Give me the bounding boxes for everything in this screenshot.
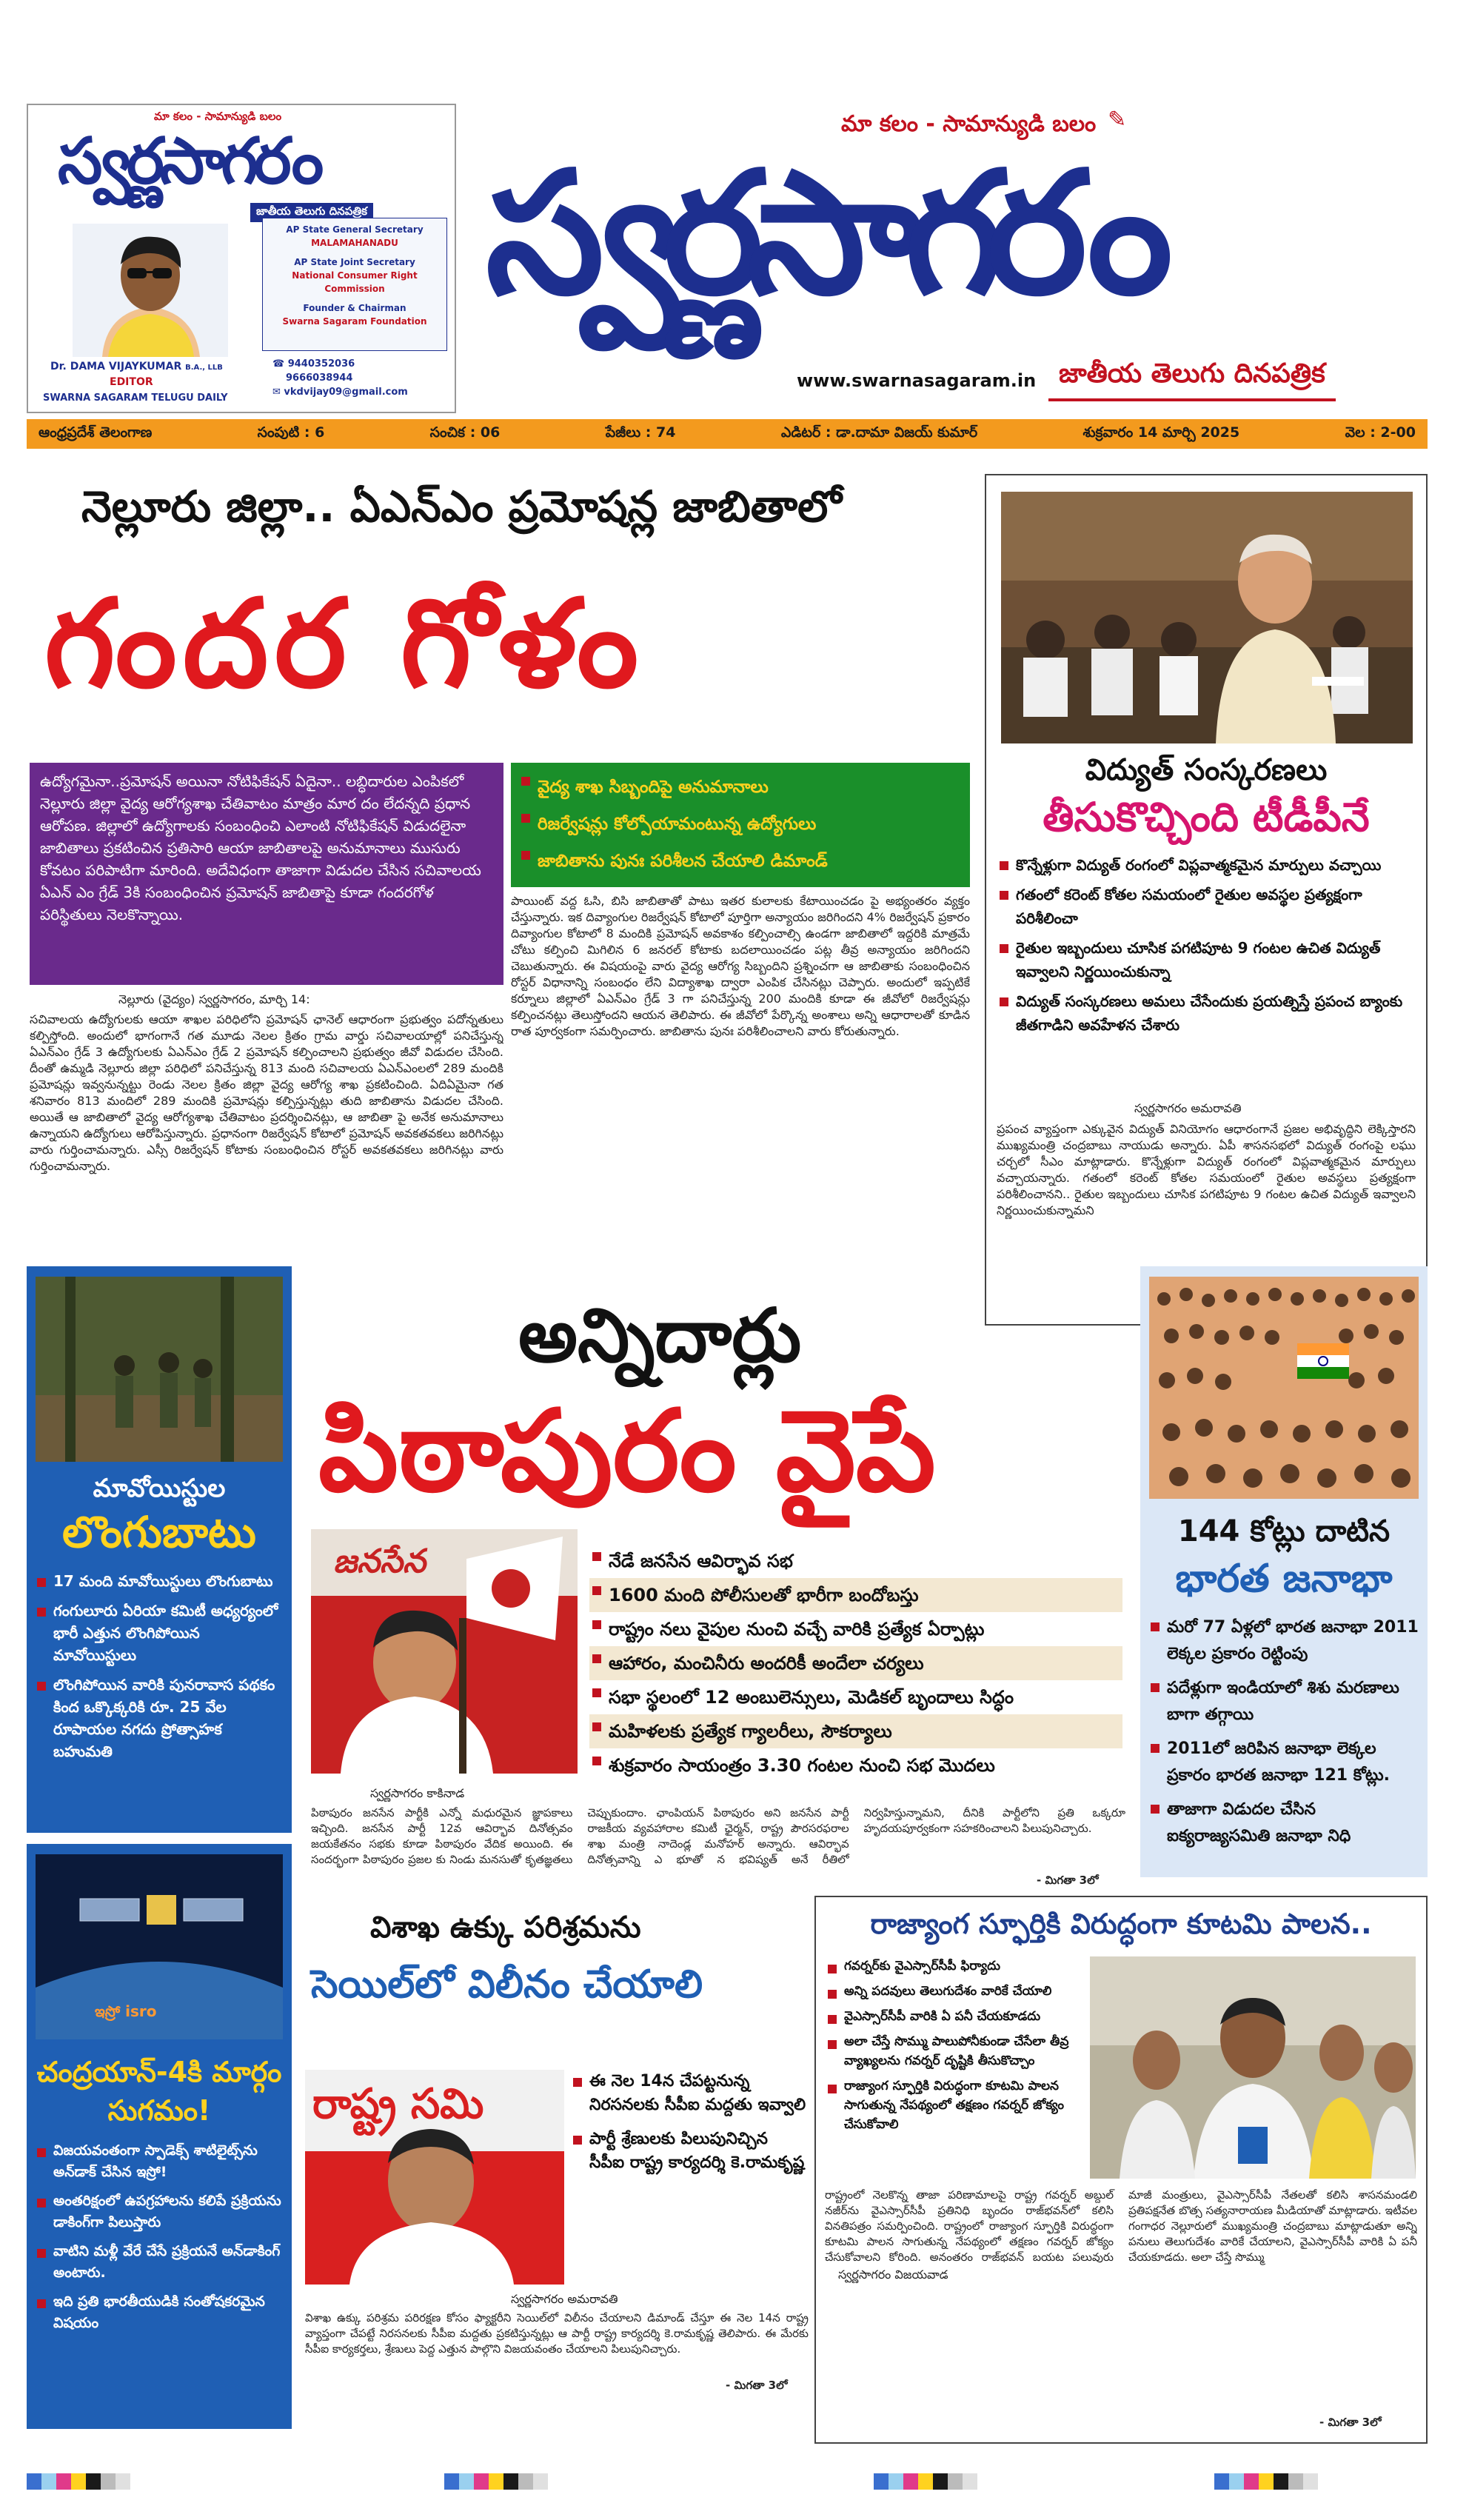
chandrayaan-points bbox=[34, 2140, 286, 2334]
role-line: National Consumer Right Commission bbox=[292, 270, 418, 294]
pitha-point: 1600 మంది పోలీసులతో భారీగా బందోబస్తు bbox=[589, 1578, 1122, 1612]
paper-title: స్వర్ణసాగరం bbox=[486, 135, 1157, 332]
steel-point: పార్టీ శ్రేణులకు పిలుపునిచ్చిన సీపీఐ రాష్ట్ర కార్యదర్శి కె.రామకృష్ణ bbox=[570, 2128, 807, 2175]
constitution-dateline: స్వర్ణసాగరం విజయవాడ bbox=[838, 2267, 948, 2282]
role-line: Founder & Chairman bbox=[303, 303, 406, 313]
lead-headline: గందర గోళం bbox=[44, 573, 645, 715]
mail-icon: ✉ bbox=[272, 387, 284, 398]
phone-row bbox=[272, 371, 408, 385]
power-body: ప్రపంచ వ్యాప్తంగా ఎక్కువైన విద్యుత్ వినియోగం ఆధారంగానే ప్రజల అభివృద్ధిని లెక్కిస్తారని ముఖ్యమంత్రి చంద్రబాబు నాయుడు అన్నారు. ఏపీ శాసనసభలో విద్యుత్ రంగంపై లఘు చర్చలో సీఎం మాట్లాడారు. కొన్నేళ్లుగా విద్యుత్ రంగంలో విప్లవాత్మకమైన మార్పులు వచ్చాయన్నారు. గతంలో కరెంట్ కోతల సమయంలో రైతుల అవస్థలు ప్రత్యక్షంగా పరిశీలించానని.. రైతుల ఇబ్బందులు చూసిక పగటిపూట 9 గంటల ఉచిత విద్యుత్ ఇవ్వాలని నిర్ణయించుకున్నామని bbox=[997, 1122, 1416, 1217]
maoist-point: 17 మంది మావోయిస్టులు లొంగుబాటు bbox=[34, 1570, 286, 1592]
info-price: వెల : 2-00 bbox=[1345, 424, 1416, 441]
lead-point: వైద్య శాఖ సిబ్బందిపై అనుమానాలు bbox=[518, 769, 963, 806]
info-issue: సంచిక : 06 bbox=[429, 424, 501, 441]
lead-points bbox=[518, 769, 963, 880]
power-story bbox=[985, 474, 1428, 1326]
editor-ad bbox=[27, 104, 456, 413]
role-line: AP State General Secretary bbox=[286, 224, 424, 235]
press-meet-photo bbox=[1090, 1956, 1416, 2179]
website: www.swarnasagaram.in bbox=[797, 370, 1037, 391]
poster-text: జనసేన bbox=[333, 1543, 426, 1580]
janasena-poster bbox=[311, 1529, 578, 1774]
steel-body: విశాఖ ఉక్కు పరిశ్రమ పరిరక్షణ కోసం ఫ్యాక్టరీని సెయిల్‌లో విలీనం చేయాలని డిమాండ్ చేస్తూ ఈ నెల 14న రాష్ట్ర వ్యాప్తంగా చేపట్టే నిరసనలకు సీపీఐ మద్దతు ప్రకటిస్తున్నట్లు ఆ పార్టీ రాష్ట్ర కార్యదర్శి కె.రామకృష్ణ తెలిపారు. ఈ మేరకు సీపీఐ కార్యకర్తలు, శ్రేణులు పెద్ద ఎత్తున పాల్గొని విజయవంతం చేయాలని పిలుపునిచ్చారు. bbox=[305, 2311, 809, 2356]
maoist-point: గంగులూరు ఏరియా కమిటీ అధ్యర్యంలో భారీ ఎత్తున లొంగిపోయిన మావోయిస్టులు bbox=[34, 1600, 286, 1666]
phone-1: 9440352036 bbox=[287, 358, 355, 370]
info-region: ఆంధ్రప్రదేశ్ తెలంగాణ bbox=[39, 424, 153, 441]
isro-logo: ఇస్రో isro bbox=[95, 2002, 157, 2020]
editor-role: EDITOR bbox=[110, 376, 153, 388]
maoist-points bbox=[34, 1570, 286, 1762]
masthead bbox=[27, 104, 1428, 413]
power-point: రైతుల ఇబ్బందులు చూసిక పగటిపూట 9 గంటల ఉచిత విద్యుత్ ఇవ్వాలని నిర్ణయించుకున్నా bbox=[997, 936, 1416, 983]
chandrayaan-panel bbox=[27, 1844, 292, 2429]
lead-body-right: పాయింట్ వద్ద ఓసి, బిసి జాబితాతో పాటు ఇతర కులాలకు కేటాయించడం పై అభ్యంతరం వ్యక్తం చేస్తున్నారు. ఇక దివ్యాంగుల రిజర్వేషన్ కోటాలో పూర్తిగా అన్యాయం జరిగిందని 4% రిజర్వేషన్ ప్రకారం దివ్యాంగుల కోటాలో 8 మందికి ప్రమోషన్ అవకాశం కల్పించాల్సి ఉండగా జాబితాలో ఇద్దరికి మాత్రమే చోటు కల్పించి మిగిలిన 6 జనరల్ కోటాకు బదలాయించడం పట్ల తీవ్ర అన్యాయం జరిగిందని చెబుతున్నారు. ఈ విషయంపై వారు వైద్య ఆరోగ్య సిబ్బందిని ప్రశ్నించగా ఆ జాబితాకు సంబంధించిన రోస్టర్ విధానాన్ని సంబంధం లేని విద్యాశాఖ ద్వారా ఎంపిక చేసినట్లు చెప్పారు. అందులో ఇప్పటికే కర్నూలు జిల్లాలో ఏఎన్ఎం గ్రేడ్ 3 గా పనిచేస్తున్న 200 మందికి కూడా ఈ జీవోలో రిజర్వేషన్లు కల్పించనట్లు తెలుస్తోందని ఆయన తెలిపారు. ఈ జీవోలో పేర్కొన్న అంశాలు అన్ని ఆధారాలతో కూడిన రాత పూర్వకంగా సమర్పించారు. జాబితాను పునః పరిశీలించాలని వారు కోరుతున్నారు. bbox=[511, 894, 970, 1038]
lead-kicker: నెల్లూరు జిల్లా.. ఏఎన్ఎం ప్రమోషన్ల జాబితాలో bbox=[81, 481, 842, 532]
registration-marks-centre bbox=[444, 2473, 548, 2490]
chandrayaan-headline: చంద్రయాన్-4కి మార్గం సుగమం! bbox=[36, 2056, 282, 2127]
pitha-headline: పిఠాపురం వైపే bbox=[318, 1386, 936, 1517]
pitha-points bbox=[589, 1544, 1122, 1782]
satellite-photo bbox=[36, 1854, 283, 2039]
pitha-point: సభా స్థలంలో 12 అంబులెన్సులు, మెడికల్ బృందాలు సిద్ధం bbox=[589, 1680, 1122, 1714]
pitha-point: రాష్ట్రం నలు వైపుల నుంచి వచ్చే వారికి ప్రత్యేక ఏర్పాట్లు bbox=[589, 1612, 1122, 1646]
constitution-point: అన్ని పదవులు తెలుగుదేశం వారికే చేయాలి bbox=[825, 1982, 1084, 2001]
power-point: గతంలో కరెంట్ కోతల సమయంలో రైతుల అవస్థల ప్రత్యక్షంగా పరిశీలించా bbox=[997, 883, 1416, 930]
steel-continued: - మిగతా 3లో bbox=[726, 2379, 788, 2392]
pitha-point: మహిళలకు ప్రత్యేక గ్యాలరీలు, సౌకర్యాలు bbox=[589, 1714, 1122, 1748]
email-row bbox=[272, 385, 408, 399]
constitution-panel bbox=[814, 1896, 1428, 2444]
phone-icon: ☎ bbox=[272, 358, 288, 370]
power-dateline: స్వర్ణసాగరం అమరావతి bbox=[1134, 1101, 1242, 1115]
constitution-continued: - మిగతా 3లో bbox=[1319, 2416, 1382, 2429]
pitha-dateline: స్వర్ణసాగరం కాకినాడ bbox=[370, 1786, 465, 1800]
population-headline: భారత జనాభా bbox=[1175, 1557, 1393, 1601]
lead-points-box bbox=[511, 763, 970, 887]
population-point: పదేళ్లుగా ఇండియాలో శిశు మరణాలు బాగా తగ్గాయి bbox=[1148, 1675, 1422, 1728]
maoist-photo bbox=[36, 1277, 283, 1462]
constitution-point: గవర్నర్‌కు వైఎస్సార్‌సీపీ ఫిర్యాదు bbox=[825, 1956, 1084, 1976]
info-pages: పేజీలు : 74 bbox=[605, 424, 676, 441]
chandrayaan-point: వాటిని మళ్లీ వేరే చేసే ప్రక్రియనే అన్‌డాకింగ్ అంటారు. bbox=[34, 2241, 286, 2284]
constitution-points bbox=[825, 1956, 1084, 2134]
constitution-point: రాజ్యాంగ స్ఫూర్తికి విరుద్ధంగా కూటమి పాలన సాగుతున్న నేపథ్యంలో తక్షణం గవర్నర్ జోక్యం చేసుకోవాలి bbox=[825, 2076, 1084, 2134]
power-kicker: విద్యుత్ సంస్కరణలు bbox=[1085, 753, 1328, 787]
population-points bbox=[1148, 1614, 1422, 1850]
crowd-photo bbox=[1149, 1277, 1419, 1499]
maoist-panel bbox=[27, 1266, 292, 1833]
chandrayaan-point: విజయవంతంగా స్పాడెక్స్ శాటిలైట్స్‌ను అన్‌డాక్ చేసిన ఇస్రో! bbox=[34, 2140, 286, 2183]
editor-paper: SWARNA SAGARAM TELUGU DAILY bbox=[43, 392, 228, 404]
power-headline: తీసుకొచ్చింది టీడీపీనే bbox=[1043, 794, 1370, 840]
power-points bbox=[997, 853, 1416, 1037]
constitution-headline: రాజ్యాంగ స్ఫూర్తికి విరుద్ధంగా కూటమి పాలన.. bbox=[870, 1908, 1372, 1940]
pen-icon: ✎ bbox=[1108, 107, 1127, 133]
info-bar bbox=[27, 419, 1428, 449]
steel-kicker: విశాఖ ఉక్కు పరిశ్రమను bbox=[370, 1911, 641, 1945]
lead-summary: ఉద్యోగమైనా..ప్రమోషన్ అయినా నోటిఫికేషన్ ఏదైనా.. లబ్ధిదారుల ఎంపికలో నెల్లూరు జిల్లా వైద్య ఆరోగ్యశాఖ చేతివాటం మాత్రం మార దం లేదన్నది ప్రధాన ఆరోపణ. జిల్లాలో ఉద్యోగాలకు సంబంధించి ఎలాంటి నోటిఫికేషన్ విడుదలైనా జాబితాలు ప్రకటించిన ప్రతిసారి ఆయా జాబితాలపై అనుమానాలు ముసురు కోవటం పరిపాటిగా మారింది. అదేవిధంగా తాజాగా విడుదల చేసిన సచివాలయ ఏఎన్ ఎం గ్రేడ్ 3కి సంబంధించిన ప్రమోషన్ జాబితాపై కూడా గందరగోళ పరిస్థితులు నెలకొన్నాయి. bbox=[30, 763, 503, 985]
maoist-headline: లొంగుబాటు bbox=[62, 1507, 256, 1557]
ad-logo-title: స్వర్ణసాగరం bbox=[58, 124, 320, 198]
steel-headline: సెయిల్‌లో విలీనం చేయాలి bbox=[311, 1962, 703, 2007]
lead-dateline: నెల్లూరు (వైద్యం) స్వర్ణసాగరం, మార్చి 14: bbox=[118, 992, 310, 1006]
constitution-point: వైఎస్సార్‌సీపీ వారికి ఏ పనీ చేయకూడదు bbox=[825, 2007, 1084, 2026]
pitha-continued: - మిగతా 3లో bbox=[1037, 1874, 1099, 1887]
steel-points bbox=[570, 2070, 807, 2175]
pitha-body: పిఠాపురం జనసేన పార్టీకి ఎన్నో మధురమైన జ్ఞాపకాలు ఇచ్చింది. జనసేన పార్టీ 12వ ఆవిర్భావ దినోత్సవం జయకేతనం సభకు కూడా పిఠాపురం వేదిక అయింది. ఈ సందర్భంగా పిఠాపురం ప్రజల కు నిండు మనసుతో కృతజ్ఞతలు చెప్పుకుందాం. ఛాంపియన్ పిఠాపురం అని జనసేన పార్టీ రాజకీయ వ్యవహారాల కమిటీ ఛైర్మన్, రాష్ట్ర పౌరసరఫరాల శాఖ మంత్రి నాదెండ్ల మనోహర్ అన్నారు. ఆవిర్భావ దినోత్సవాన్ని ఎ భూతో న భవిష్యత్ అనే రీతిలో నిర్వహిస్తున్నామని, దీనికి పార్టీలోని ప్రతి ఒక్కరూ హృదయపూర్వకంగా సహకరించాలని పిలుపునిచ్చారు. bbox=[311, 1806, 1125, 1866]
lead-point: జాబితాను పునః పరిశీలన చేయాలి డిమాండ్ bbox=[518, 843, 963, 880]
role-line: MALAMAHANADU bbox=[311, 238, 398, 248]
editor-name-text: Dr. DAMA VIJAYKUMAR bbox=[50, 361, 182, 372]
registration-marks-right bbox=[874, 2473, 977, 2490]
pitha-kicker: అన్నిదార్లు bbox=[518, 1292, 802, 1379]
pitha-point: ఆహారం, మంచినీరు అందరికీ అందేలా చర్యలు bbox=[589, 1646, 1122, 1680]
cm-photo bbox=[1001, 492, 1413, 743]
phone-row bbox=[272, 357, 408, 371]
population-panel bbox=[1140, 1266, 1428, 1877]
registration-marks-left bbox=[27, 2473, 130, 2490]
phone-2: 9666038944 bbox=[286, 372, 353, 384]
population-point: మరో 77 ఏళ్లలో భారత జనాభా 2011 లెక్కల ప్రకారం రెట్టింపు bbox=[1148, 1614, 1422, 1668]
ad-logo-sub: జాతీయ తెలుగు దినపత్రిక bbox=[250, 203, 373, 222]
population-point: 2011లో జరిపిన జనాభా లెక్కల ప్రకారం భారత జనాభా 121 కోట్లు. bbox=[1148, 1736, 1422, 1789]
pitha-point: నేడే జనసేన ఆవిర్భావ సభ bbox=[589, 1544, 1122, 1578]
power-point: విద్యుత్ సంస్కరణలు అమలు చేసేందుకు ప్రయత్నిస్తే ప్రపంచ బ్యాంకు జీతగాడిని అవహేళన చేశారు bbox=[997, 989, 1416, 1037]
constitution-point: అలా చేస్తే సొమ్ము పాలుపోనీకుండా చేసేలా తీవ్ర వ్యాఖ్యలను గవర్నర్ దృష్టికి తీసుకొచ్చాం bbox=[825, 2032, 1084, 2071]
info-editor: ఎడిటర్ : డా.దామా విజయ్ కుమార్ bbox=[780, 424, 978, 441]
population-point: తాజాగా విడుదల చేసిన ఐక్యరాజ్యసమితి జనాభా నిధి bbox=[1148, 1797, 1422, 1850]
tagline: మా కలం - సామాన్యుడి బలం bbox=[841, 111, 1097, 137]
constitution-body: రాష్ట్రంలో నెలకొన్న తాజా పరిణామాలపై రాష్ట్ర గవర్నర్ అబ్దుల్ నజీర్‌ను వైఎస్సార్‌సీపీ ప్రతినిధి బృందం రాజ్‌భవన్‌లో కలిసి వినతిపత్రం సమర్పించింది. రాష్ట్రంలో రాజ్యాంగ స్ఫూర్తికి విరుద్ధంగా కూటమి పాలన సాగుతున్న నేపథ్యంలో తక్షణం గవర్నర్ జోక్యం చేసుకోవాలని కోరింది. అనంతరం రాజ్‌భవన్ బయట పలువురు మాజీ మంత్రులు, వైఎస్సార్‌సీపీ నేతలతో కలిసి శాసనమండలి ప్రతిపక్షనేత బొత్స సత్యనారాయణ మీడియాతో మాట్లాడారు. ఇటీవల గంగాధర నెల్లూరులో ముఖ్యమంత్రి చంద్రబాబు మాట్లాడుతూ అన్ని పనులు తెలుగుదేశం వారికే చేయాలని, వైఎస్సార్‌సీపీ వారికి ఏ పనీ చేయకూడదు. అలా చేస్తే సొమ్ము bbox=[825, 2188, 1417, 2264]
pitha-point: శుక్రవారం సాయంత్రం 3.30 గంటల నుంచి సభ మొదలు bbox=[589, 1748, 1122, 1782]
role-line: AP State Joint Secretary bbox=[294, 257, 415, 267]
editor-degree: B.A., LLB bbox=[185, 364, 223, 372]
info-volume: సంపుటి : 6 bbox=[257, 424, 325, 441]
photo-banner-text: రాష్ట్ర సమి bbox=[312, 2080, 484, 2128]
editor-roles-box bbox=[262, 218, 447, 351]
power-point: కొన్నేళ్లుగా విద్యుత్ రంగంలో విప్లవాత్మకమైన మార్పులు వచ్చాయి bbox=[997, 853, 1416, 877]
lead-body-left: సచివాలయ ఉద్యోగులకు ఆయా శాఖల పరిధిలోని ప్రమోషన్ ఛానెల్ ఆధారంగా ప్రభుత్వం పదోన్నతులు కల్పిస్తోంది. అందులో భాగంగానే గత మూడు నెలల క్రితం గ్రామ వార్డు సచివాలయాల్లో పనిచేస్తున్న ఏఎన్ఎం గ్రేడ్ 3 ఉద్యోగులకు ఏఎన్ఎం గ్రేడ్ 2 ప్రమోషన్ కల్పించాలని ప్రభుత్వం జీవో విడుదల చేసింది. దీంతో ఉమ్మడి నెల్లూరు జిల్లా పరిధిలో పనిచేస్తున్న 813 మంది సచివాలయ ఏఎన్ఎంలలో 289 మందికి ప్రమోషన్లు ఇవ్వనున్నట్టు రెండు నెలల క్రితం జిల్లా వైద్య ఆరోగ్య శాఖ ప్రకటించింది. ఏదిఏమైనా గత శనివారం 813 మందిలో 289 మందికి ప్రమోషన్లు కల్పిస్తున్నట్లు తుది జాబితాను విడుదల చేసింది. అయితే ఆ జాబితాలో వైద్య ఆరోగ్యశాఖ చేతివాటం ప్రదర్శించినట్లు, ఆ జాబితా పై అనేక అనుమానాలు ఉన్నాయని ఉద్యోగులు ఆరోపిస్తున్నారు. ప్రధానంగా రిజర్వేషన్ కోటాలో ప్రమోషన్ అవకతవకలు జరిగినట్లు వారు గుర్తించామన్నారు. ఎస్సీ రిజర్వేషన్ కోటాకు సంబంధించిన రోస్టర్ అవకతవకలు జరిగినట్లు వారు గుర్తించామన్నారు. bbox=[30, 1012, 503, 1173]
registration-marks-far-right bbox=[1214, 2473, 1318, 2490]
info-date: శుక్రవారం 14 మార్చి 2025 bbox=[1082, 424, 1240, 441]
editor-name bbox=[50, 361, 223, 372]
steel-dateline: స్వర్ణసాగరం అమరావతి bbox=[511, 2292, 618, 2306]
lead-point: రిజర్వేషన్లు కోల్పోయామంటున్న ఉద్యోగులు bbox=[518, 806, 963, 843]
editor-photo bbox=[73, 224, 228, 357]
contact-block bbox=[272, 357, 408, 399]
email: vkdvijay09@gmail.com bbox=[284, 387, 408, 398]
chandrayaan-point: ఇది ప్రతి భారతీయుడికి సంతోషకరమైన విషయం bbox=[34, 2291, 286, 2334]
maoist-point: లొంగిపోయిన వారికి పునరావాస పథకం కింద ఒక్కొక్కరికి రూ. 25 వేల రూపాయల నగదు ప్రోత్సాహక బహుమతి bbox=[34, 1674, 286, 1762]
ramakrishna-photo bbox=[305, 2070, 564, 2285]
maoist-kicker: మావోయిస్టుల bbox=[93, 1474, 226, 1503]
ad-logo-tagline: మా కలం - సామాన్యుడి బలం bbox=[154, 110, 282, 123]
paper-subtitle: జాతీయ తెలుగు దినపత్రిక bbox=[1048, 355, 1336, 401]
steel-point: ఈ నెల 14న చేపట్టనున్న నిరసనలకు సీపీఐ మద్దతు ఇవ్వాలి bbox=[570, 2070, 807, 2117]
chandrayaan-point: అంతరిక్షంలో ఉపగ్రహాలను కలిపే ప్రక్రియను డాకింగ్‌గా పిలుస్తారు bbox=[34, 2190, 286, 2233]
role-line: Swarna Sagaram Foundation bbox=[282, 316, 427, 327]
population-kicker: 144 కోట్లు దాటిన bbox=[1177, 1514, 1391, 1548]
